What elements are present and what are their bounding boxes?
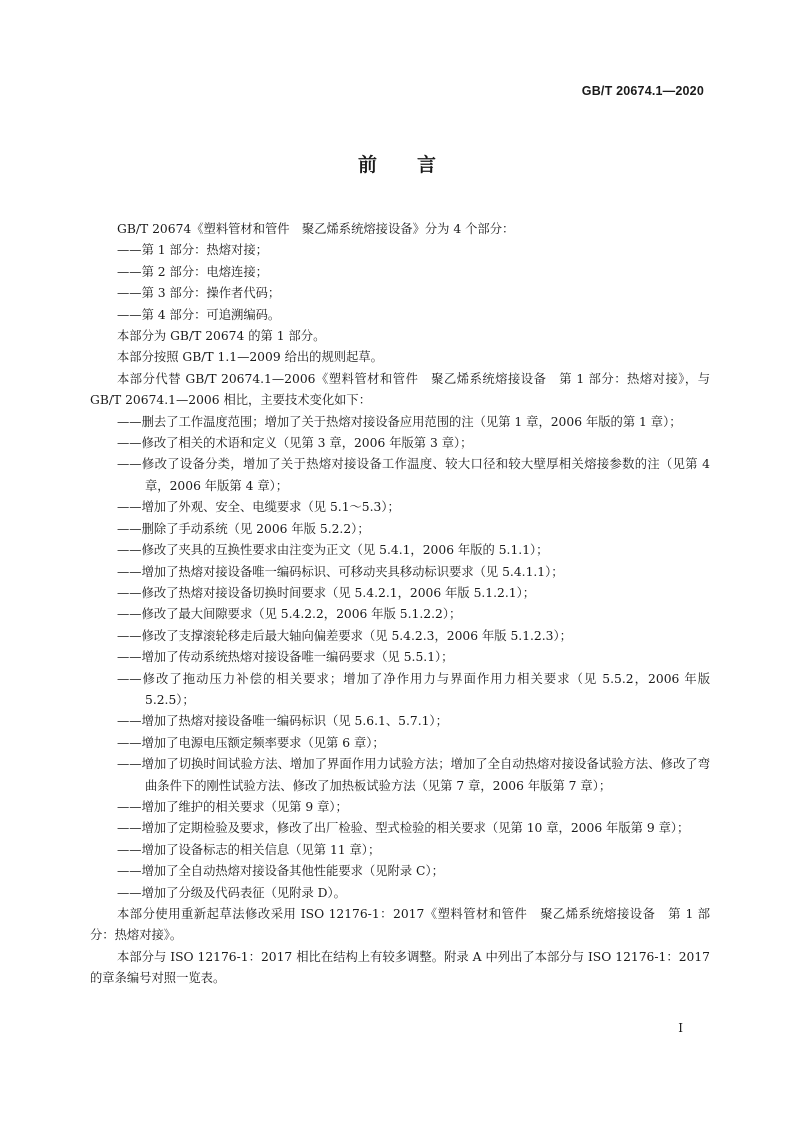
page-number: I xyxy=(678,1021,683,1035)
drafting-rules: 本部分按照 GB/T 1.1—2009 给出的规则起草。 xyxy=(117,350,383,365)
list-item: ——增加了分级及代码表征（见附录 D）。 xyxy=(117,885,346,900)
list-item: ——修改了夹具的互换性要求由注变为正文（见 5.4.1，2006 年版的 5.1.1）； xyxy=(117,543,549,558)
list-item: ——删去了工作温度范围；增加了关于热熔对接设备应用范围的注（见第 1 章，2006 年版的第 1 章）； xyxy=(117,414,682,429)
list-item: ——增加了外观、安全、电缆要求（见 5.1～5.3）； xyxy=(117,500,400,515)
intro-paragraph: GB/T 20674《塑料管材和管件 聚乙烯系统熔接设备》分为 4 个部分： xyxy=(117,222,515,236)
list-item: ——增加了设备标志的相关信息（见第 11 章）； xyxy=(117,842,381,857)
replacement-statement: 本部分代替 GB/T 20674.1—2006《塑料管材和管件 聚乙烯系统熔接设备 第 1 部分：热熔对接》，与 GB/T 20674.1—2006 相比，主要技术变化如下： xyxy=(90,371,710,408)
list-item: ——增加了切换时间试验方法、增加了界面作用力试验方法；增加了全自动热熔对接设备试验方法、修改了弯曲条件下的刚性试验方法、修改了加热板试验方法（见第 7 章，2006 年版第 7 章）； xyxy=(117,757,710,793)
list-item: ——修改了设备分类，增加了关于热熔对接设备工作温度、较大口径和较大壁厚相关熔接参数的注（见第 4 章，2006 年版第 4 章）； xyxy=(117,457,710,493)
list-item: ——增加了电源电压额定频率要求（见第 6 章）； xyxy=(117,735,385,750)
document-body xyxy=(90,219,710,990)
list-item: ——增加了维护的相关要求（见第 9 章）； xyxy=(117,799,348,814)
list-item: ——第 4 部分：可追溯编码。 xyxy=(117,307,281,322)
list-item: ——修改了热熔对接设备切换时间要求（见 5.4.2.1，2006 年版 5.1.2.1）； xyxy=(117,585,536,600)
list-item: ——增加了热熔对接设备唯一编码标识、可移动夹具移动标识要求（见 5.4.1.1）； xyxy=(117,564,564,579)
page-title: 前言 xyxy=(357,154,476,176)
standard-code: GB/T 20674.1—2020 xyxy=(581,84,704,98)
list-item: ——增加了全自动热熔对接设备其他性能要求（见附录 C）； xyxy=(117,864,444,879)
list-item: ——修改了最大间隙要求（见 5.4.2.2，2006 年版 5.1.2.2）； xyxy=(117,607,462,622)
parts-list xyxy=(90,240,710,326)
list-item: ——修改了拖动压力补偿的相关要求；增加了净作用力与界面作用力相关要求（见 5.5.2，2006 年版 5.2.5）； xyxy=(117,671,710,707)
list-item: ——修改了支撑滚轮移走后最大轴向偏差要求（见 5.4.2.3，2006 年版 5.1.2.3）； xyxy=(117,628,572,643)
list-item: ——修改了相关的术语和定义（见第 3 章，2006 年版第 3 章）； xyxy=(117,436,473,451)
list-item: ——第 2 部分：电熔连接； xyxy=(117,264,268,279)
list-item: ——增加了定期检验及要求，修改了出厂检验、型式检验的相关要求（见第 10 章，2006 年版第 9 章）； xyxy=(117,821,690,836)
list-item: ——增加了传动系统热熔对接设备唯一编码要求（见 5.5.1）； xyxy=(117,650,454,665)
part-statement: 本部分为 GB/T 20674 的第 1 部分。 xyxy=(117,329,326,344)
structure-statement: 本部分与 ISO 12176-1：2017 相比在结构上有较多调整。附录 A 中列出了本部分与 ISO 12176-1：2017 的章条编号对照一览表。 xyxy=(90,949,710,986)
adoption-statement: 本部分使用重新起草法修改采用 ISO 12176-1：2017《塑料管材和管件 聚乙烯系统熔接设备 第 1 部分：热熔对接》。 xyxy=(90,907,710,943)
list-item: ——第 1 部分：热熔对接； xyxy=(117,243,268,258)
list-item: ——删除了手动系统（见 2006 年版 5.2.2）； xyxy=(117,521,370,536)
changes-list xyxy=(90,412,710,904)
list-item: ——第 3 部分：操作者代码； xyxy=(117,286,281,301)
list-item: ——增加了热熔对接设备唯一编码标识（见 5.6.1、5.7.1）； xyxy=(117,714,448,729)
